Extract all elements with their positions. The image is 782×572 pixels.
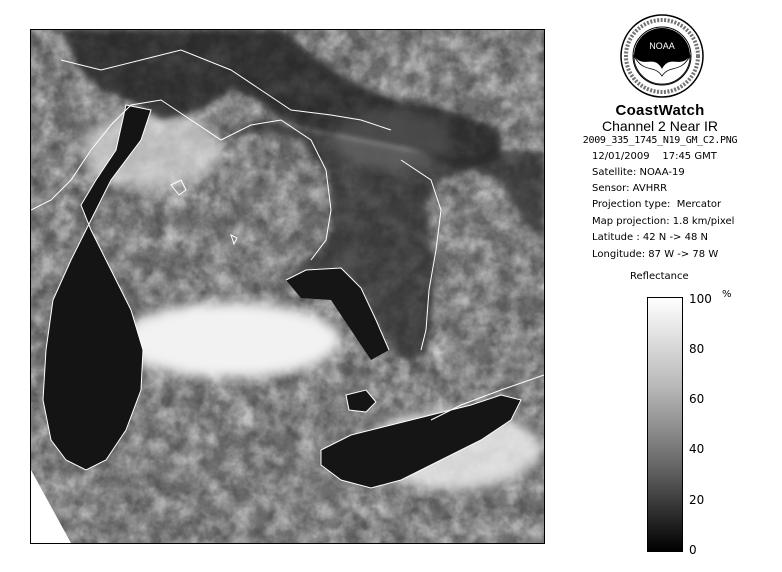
longitude: Longitude: 87 W -> 78 W: [592, 249, 719, 260]
tick-label: 60: [689, 392, 705, 406]
scale-title: Reflectance: [630, 271, 689, 282]
tick-label: 0: [689, 543, 697, 557]
tick-label: 100: [689, 292, 712, 306]
projection-type: Projection type: Mercator: [592, 199, 722, 210]
map-projection: Map projection: 1.8 km/pixel: [592, 216, 735, 227]
scale-unit: %: [722, 289, 732, 300]
tick-label: 20: [689, 493, 705, 507]
channel-title: Channel 2 Near IR: [602, 118, 718, 134]
brand-title: CoastWatch: [615, 102, 705, 119]
tick-label: 80: [689, 342, 705, 356]
tick-label: 40: [689, 442, 705, 456]
scale-tick-labels: [689, 292, 749, 557]
satellite-image-svg: [31, 30, 544, 543]
sensor: Sensor: AVHRR: [592, 183, 668, 194]
info-panel: [560, 10, 770, 565]
filename: 2009_335_1745_N19_GM_C2.PNG: [582, 135, 738, 146]
reflectance-colorbar: [647, 297, 683, 552]
cloud-band: [121, 302, 341, 378]
datetime: 12/01/2009 17:45 GMT: [592, 151, 717, 162]
satellite-image: [30, 29, 545, 544]
logo-text: NOAA: [649, 41, 675, 51]
satellite: Satellite: NOAA-19: [592, 167, 685, 178]
latitude: Latitude : 42 N -> 48 N: [592, 232, 708, 243]
noaa-logo: [620, 14, 704, 98]
